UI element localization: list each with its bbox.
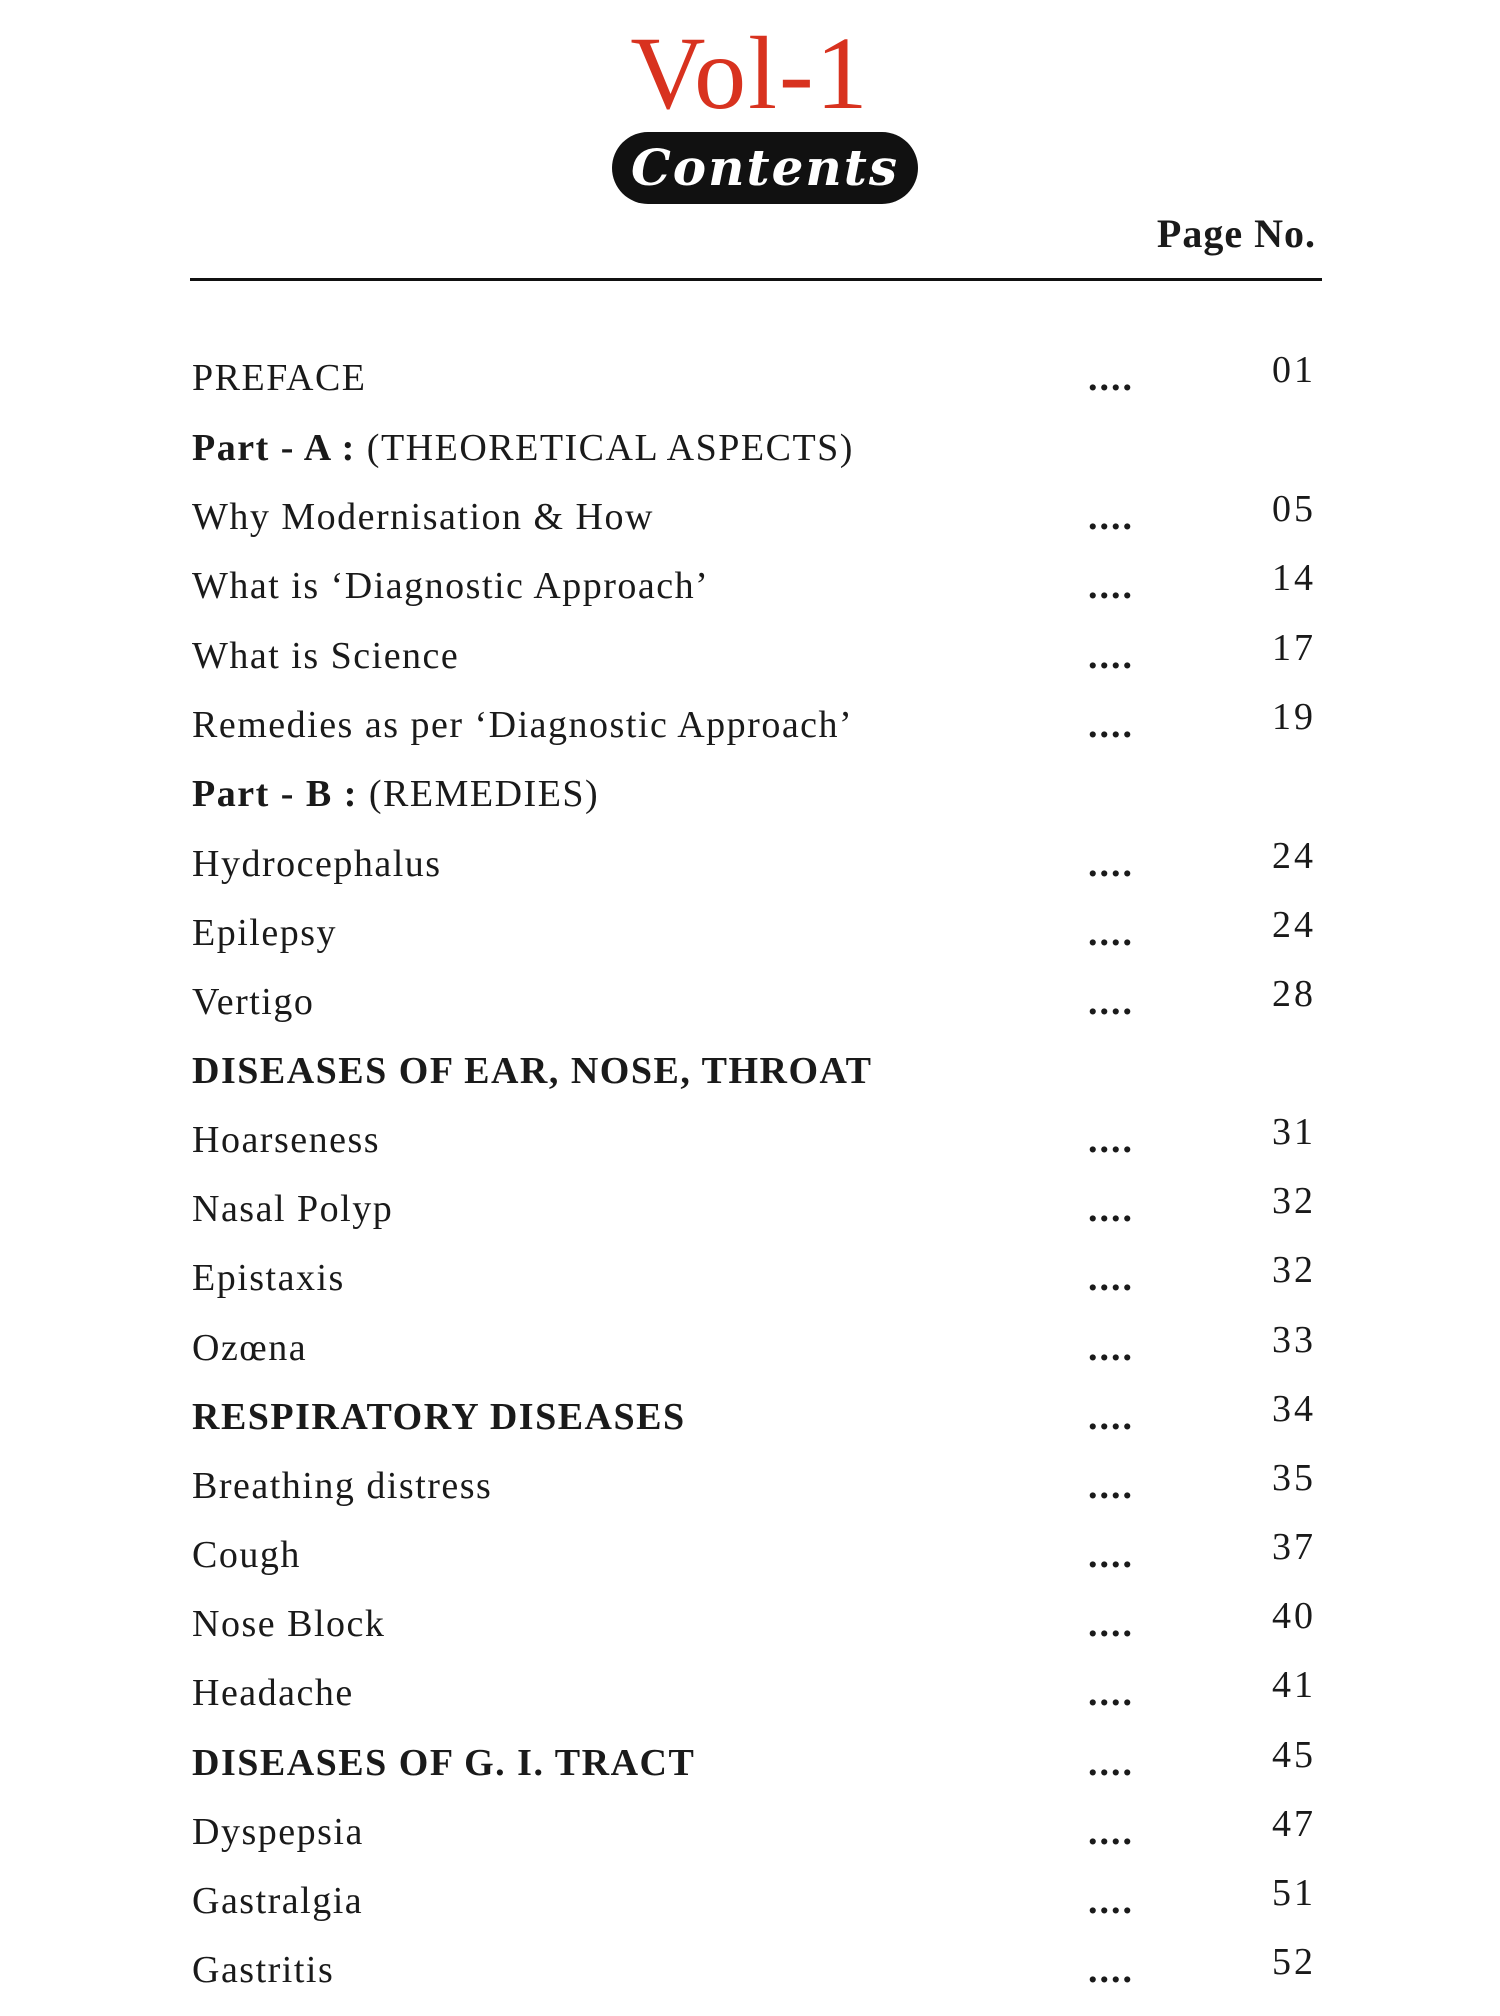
- toc-entry-label: Gastralgia: [192, 1880, 364, 1922]
- toc-leader-dots: ....: [1088, 981, 1134, 1023]
- toc-leader-dots: ....: [1088, 843, 1134, 885]
- toc-entry[interactable]: [0, 1526, 1500, 1601]
- toc-entry[interactable]: [0, 1941, 1500, 2016]
- toc-entry-label: Dyspepsia: [192, 1811, 364, 1853]
- toc-entry-label: Headache: [192, 1672, 354, 1714]
- toc-page-number: 14: [1272, 557, 1316, 599]
- toc-entry-label: Remedies as per ‘Diagnostic Approach’: [192, 704, 854, 746]
- toc-section-heading[interactable]: [0, 1734, 1500, 1809]
- toc-page-number: 35: [1272, 1457, 1316, 1499]
- toc-entry-label: Nose Block: [192, 1603, 386, 1645]
- toc-section-label: RESPIRATORY DISEASES: [192, 1396, 686, 1438]
- toc-entry[interactable]: [0, 1872, 1500, 1947]
- toc-section-heading[interactable]: [0, 1388, 1500, 1463]
- toc-page-number: 01: [1272, 349, 1316, 391]
- toc-part-prefix: Part - A :: [192, 427, 356, 469]
- toc-entry[interactable]: [0, 1180, 1500, 1255]
- toc-leader-dots: ....: [1088, 912, 1134, 954]
- toc-section-part-a[interactable]: [0, 426, 1500, 494]
- toc-leader-dots: ....: [1088, 1742, 1134, 1784]
- toc-entry-label: Why Modernisation & How: [192, 496, 654, 538]
- toc-page-number: 32: [1272, 1249, 1316, 1291]
- toc-leader-dots: ....: [1088, 496, 1134, 538]
- toc-entry-label: Epistaxis: [192, 1257, 345, 1299]
- toc-entry-label: Hoarseness: [192, 1119, 381, 1161]
- toc-entry-label: Ozœna: [192, 1327, 308, 1369]
- toc-entry[interactable]: [0, 1595, 1500, 1670]
- toc-entry[interactable]: [0, 1249, 1500, 1324]
- toc-page-number: 40: [1272, 1595, 1316, 1637]
- toc-page-number: 17: [1272, 627, 1316, 669]
- toc-page-number: 51: [1272, 1872, 1316, 1914]
- toc-entry-label: Epilepsy: [192, 912, 337, 954]
- toc-page-number: 52: [1272, 1941, 1316, 1983]
- toc-leader-dots: ....: [1088, 704, 1134, 746]
- toc-page-number: 47: [1272, 1803, 1316, 1845]
- toc-entry-label: Breathing distress: [192, 1465, 493, 1507]
- toc-entry[interactable]: [0, 557, 1500, 632]
- toc-leader-dots: ....: [1088, 1327, 1134, 1369]
- toc-part-prefix: Part - B :: [192, 773, 358, 815]
- toc-leader-dots: ....: [1088, 357, 1134, 399]
- toc-entry[interactable]: [0, 1111, 1500, 1186]
- toc-leader-dots: ....: [1088, 1880, 1134, 1922]
- toc-section-label: DISEASES OF EAR, NOSE, THROAT: [192, 1050, 873, 1092]
- toc-entry-label: What is ‘Diagnostic Approach’: [192, 565, 710, 607]
- toc-leader-dots: ....: [1088, 1188, 1134, 1230]
- toc-leader-dots: ....: [1088, 1949, 1134, 1991]
- toc-page-number: 24: [1272, 904, 1316, 946]
- toc-leader-dots: ....: [1088, 1119, 1134, 1161]
- toc-page-number: 28: [1272, 973, 1316, 1015]
- toc-entry[interactable]: [0, 627, 1500, 702]
- toc-section-heading[interactable]: [0, 1049, 1500, 1117]
- contents-badge: Contents: [612, 132, 918, 204]
- toc-entry[interactable]: [0, 973, 1500, 1048]
- toc-leader-dots: ....: [1088, 1396, 1134, 1438]
- toc-leader-dots: ....: [1088, 1534, 1134, 1576]
- toc-entry-label: Hydrocephalus: [192, 843, 442, 885]
- volume-title: Vol-1: [630, 16, 870, 131]
- toc-entry[interactable]: [0, 696, 1500, 771]
- toc-leader-dots: ....: [1088, 1603, 1134, 1645]
- toc-page-number: 31: [1272, 1111, 1316, 1153]
- page-no-column-header: Page No.: [1156, 211, 1316, 256]
- toc-page-number: 34: [1272, 1388, 1316, 1430]
- toc-leader-dots: ....: [1088, 1672, 1134, 1714]
- toc-entry-label: Vertigo: [192, 981, 315, 1023]
- toc-section-label: (REMEDIES): [368, 773, 600, 815]
- toc-page-number: 33: [1272, 1319, 1316, 1361]
- toc-section-label: (THEORETICAL ASPECTS): [366, 427, 854, 469]
- toc-entry[interactable]: [0, 1319, 1500, 1394]
- toc-page-number: 37: [1272, 1526, 1316, 1568]
- toc-entry[interactable]: [0, 488, 1500, 563]
- toc-entry-label: What is Science: [192, 635, 460, 677]
- toc-page-number: 05: [1272, 488, 1316, 530]
- toc-page-number: 32: [1272, 1180, 1316, 1222]
- toc-entry[interactable]: [0, 1457, 1500, 1532]
- toc-entry[interactable]: [0, 1803, 1500, 1878]
- toc-leader-dots: ....: [1088, 1811, 1134, 1853]
- toc-entry[interactable]: [0, 835, 1500, 910]
- toc-leader-dots: ....: [1088, 565, 1134, 607]
- toc-page-number: 41: [1272, 1664, 1316, 1706]
- toc-entry[interactable]: [0, 904, 1500, 979]
- toc-leader-dots: ....: [1088, 1465, 1134, 1507]
- toc-page-number: 24: [1272, 835, 1316, 877]
- toc-page-number: 45: [1272, 1734, 1316, 1776]
- toc-leader-dots: ....: [1088, 1257, 1134, 1299]
- toc-section-part-b[interactable]: [0, 772, 1500, 840]
- toc-page-number: 19: [1272, 696, 1316, 738]
- toc-entry-label: Nasal Polyp: [192, 1188, 394, 1230]
- toc-entry-preface[interactable]: [0, 349, 1500, 424]
- toc-entry-label: Cough: [192, 1534, 301, 1576]
- toc-section-label: DISEASES OF G. I. TRACT: [192, 1742, 696, 1784]
- toc-leader-dots: ....: [1088, 635, 1134, 677]
- toc-entry[interactable]: [0, 1664, 1500, 1739]
- toc-entry-label: PREFACE: [192, 357, 367, 399]
- toc-entry-label: Gastritis: [192, 1949, 335, 1991]
